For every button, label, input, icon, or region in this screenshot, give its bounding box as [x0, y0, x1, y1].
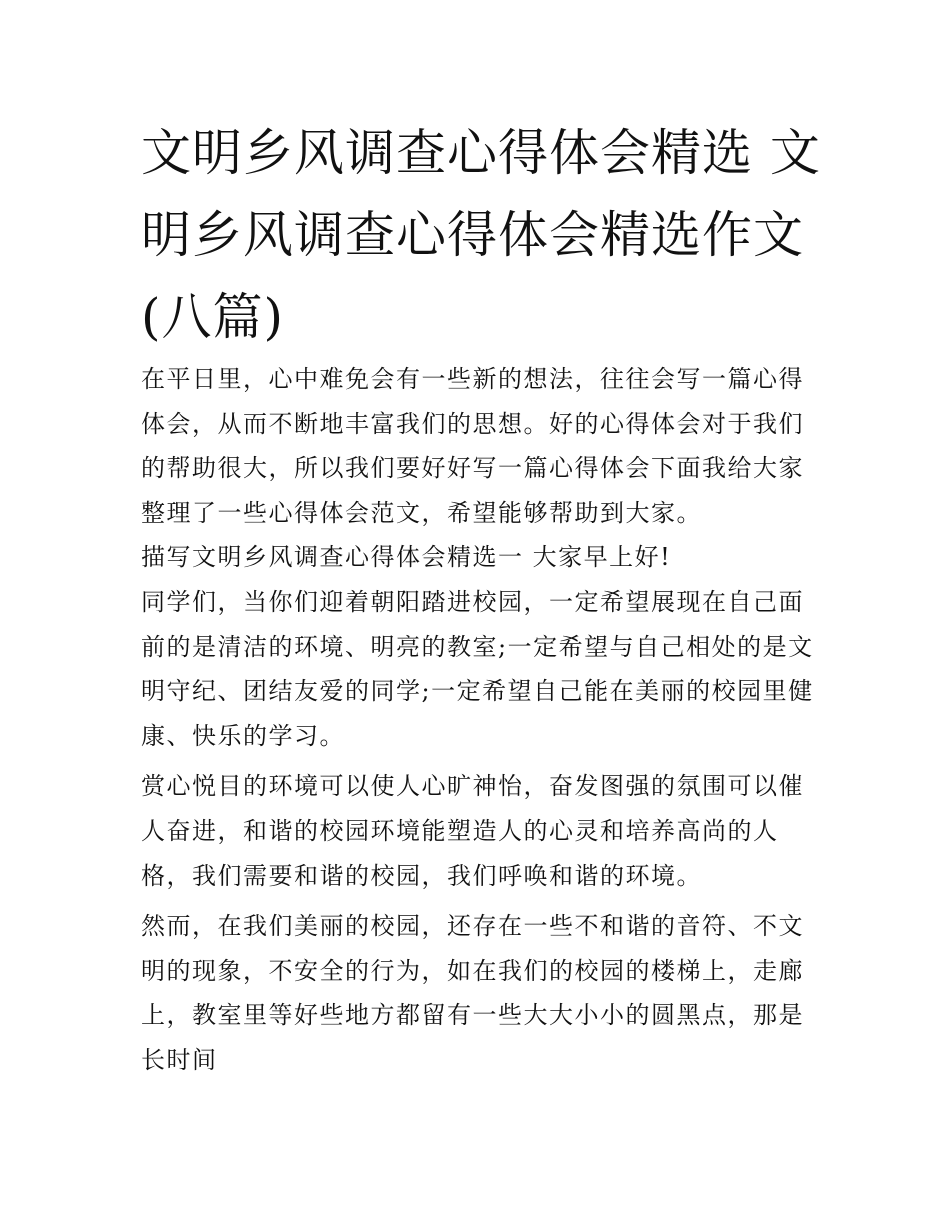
- document-body: [141, 357, 821, 1083]
- paragraph-however: 然而，在我们美丽的校园，还存在一些不和谐的音符、不文明的现象，不安全的行为，如在我们的校园的楼梯上，走廊上，教室里等好些地方都留有一些大大小小的圆黑点，那是长时间: [141, 912, 804, 1074]
- paragraph-intro: 在平日里，心中难免会有一些新的想法，往往会写一篇心得体会，从而不断地丰富我们的思想。好的心得体会对于我们的帮助很大，所以我们要好好写一篇心得体会下面我给大家整理了一些心得体会范文，希望能够帮助到大家。: [141, 365, 804, 527]
- paragraph-section-heading: 描写文明乡风调查心得体会精选一 大家早上好!: [141, 543, 672, 572]
- paragraph-greeting: 同学们，当你们迎着朝阳踏进校园，一定希望展现在自己面前的是清洁的环境、明亮的教室;一定希望与自己相处的是文明守纪、团结友爱的同学;一定希望自己能在美丽的校园里健康、快乐的学习。: [141, 587, 814, 750]
- document-title: 文明乡风调查心得体会精选 文明乡风调查心得体会精选作文(八篇): [141, 124, 821, 346]
- paragraph-environment: 赏心悦目的环境可以使人心旷神怡，奋发图强的氛围可以催人奋进，和谐的校园环境能塑造人的心灵和培养高尚的人格，我们需要和谐的校园，我们呼唤和谐的环境。: [141, 772, 804, 890]
